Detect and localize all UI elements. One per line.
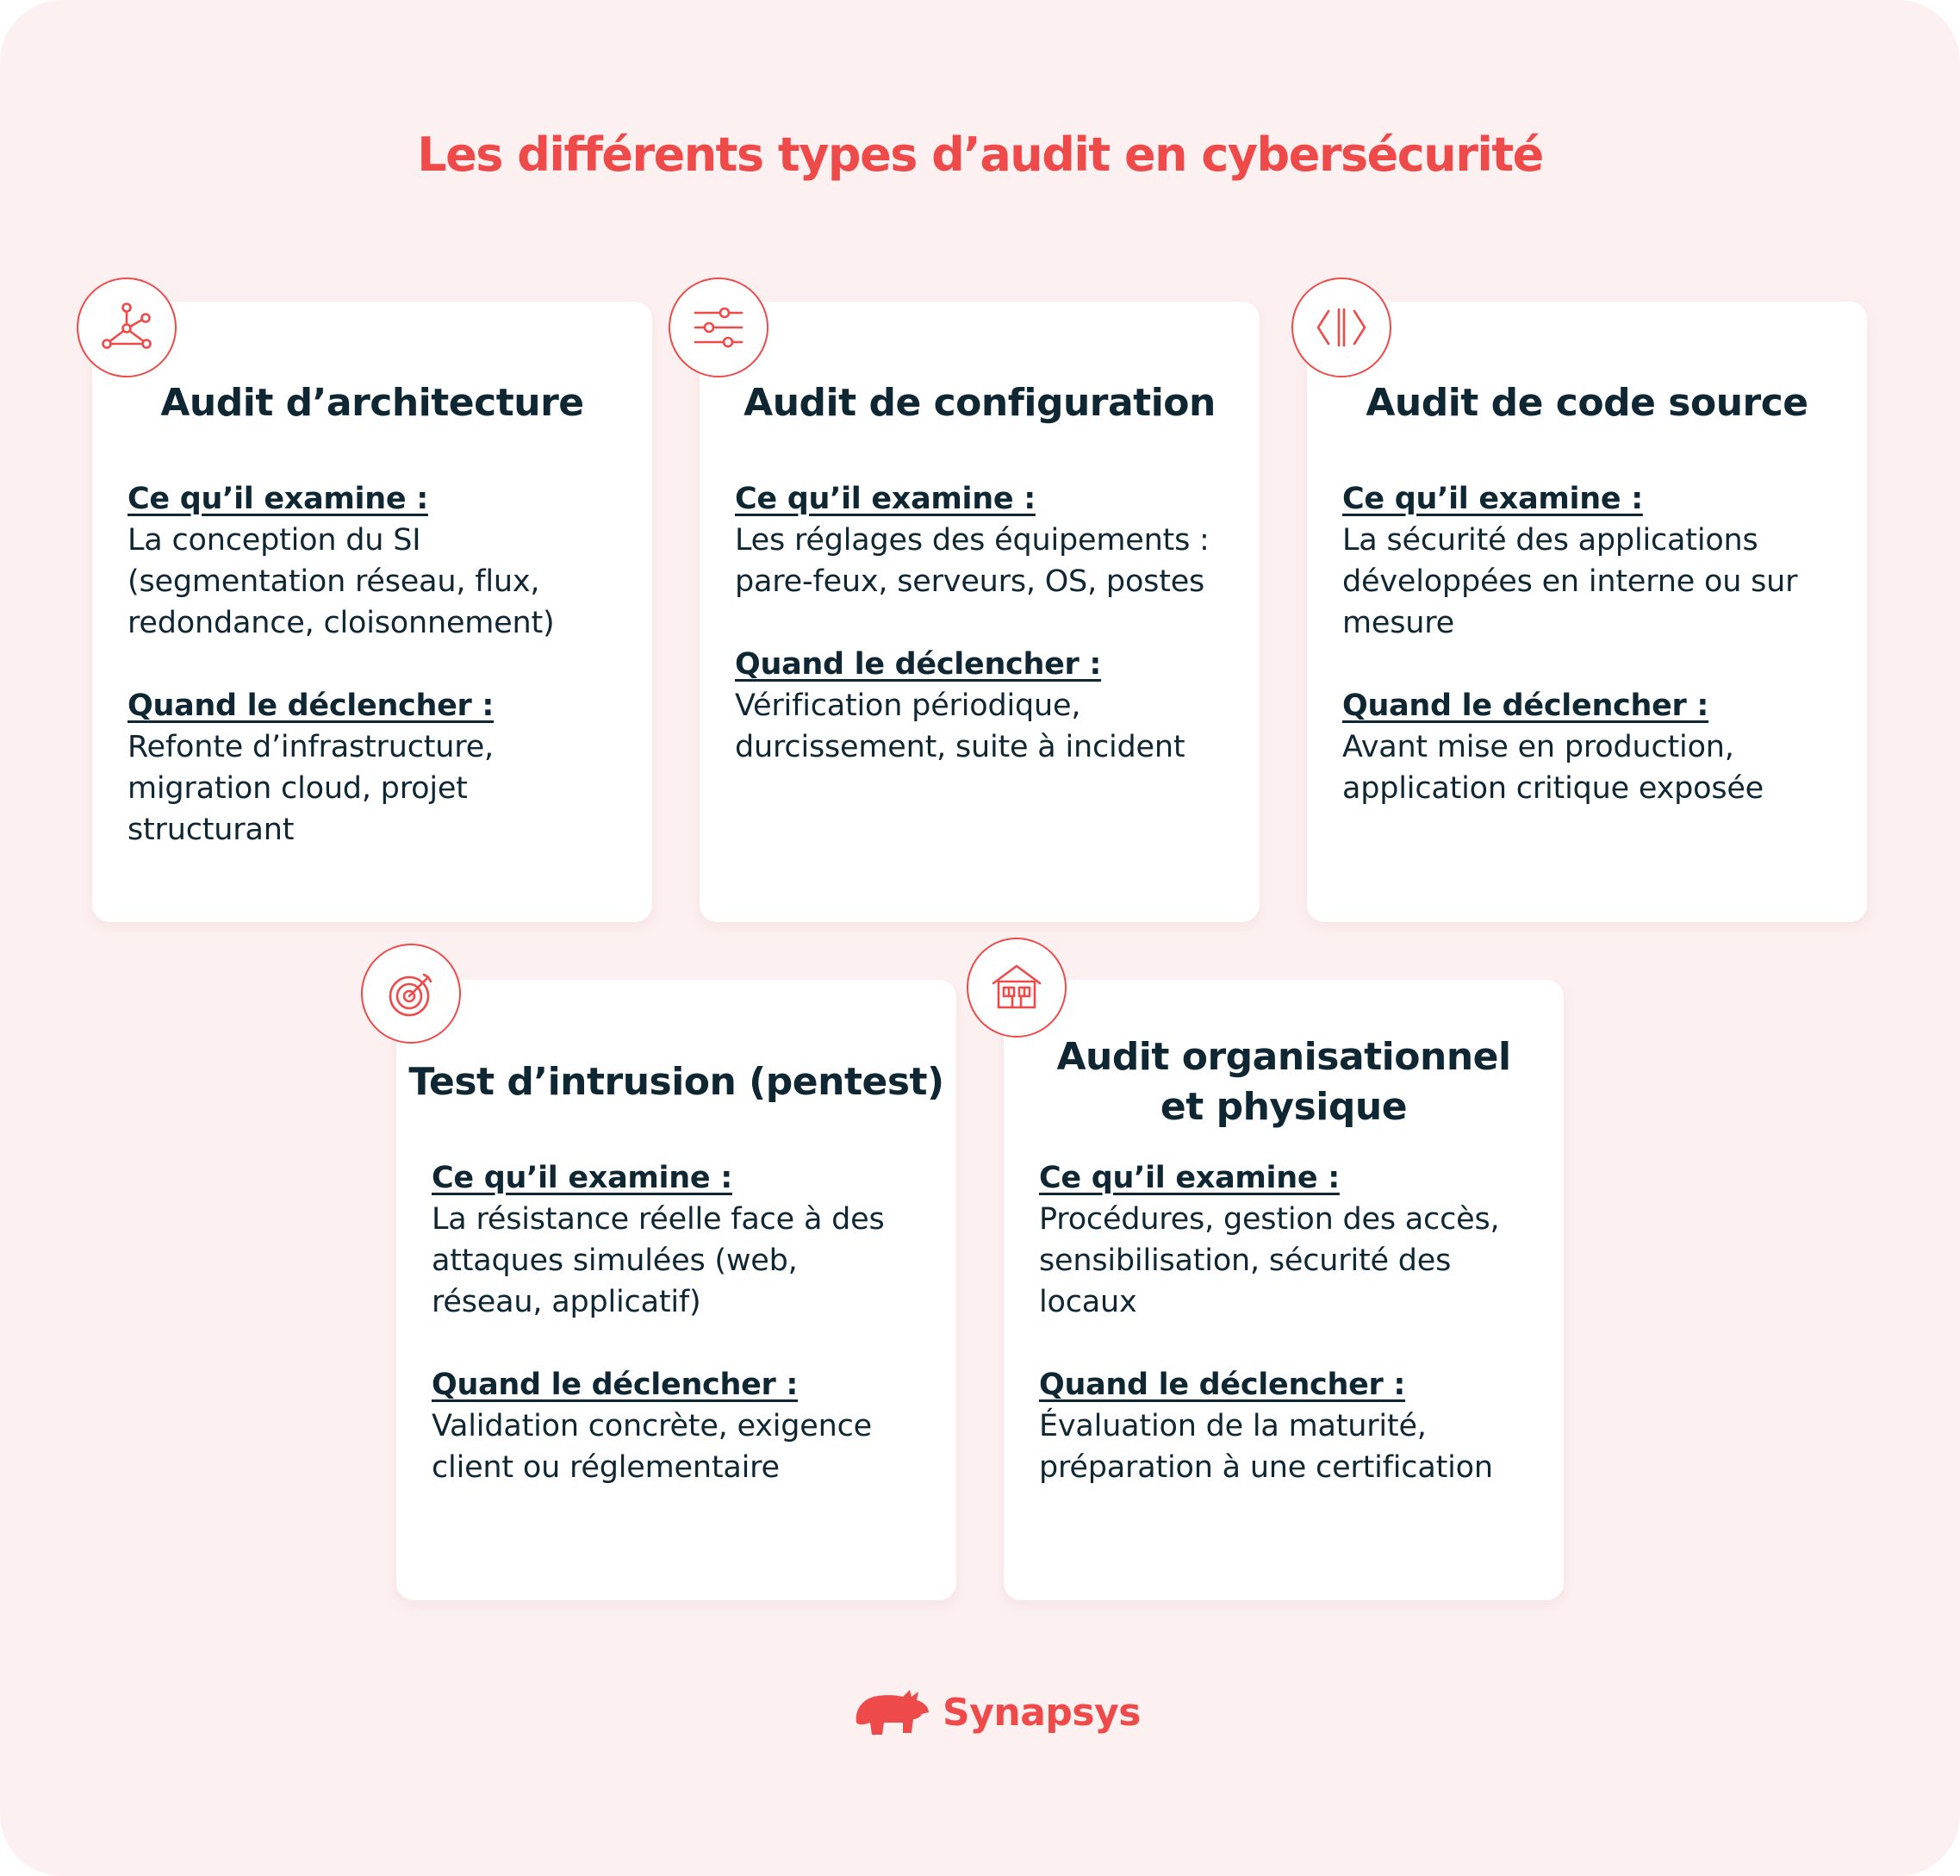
trigger-text: Validation concrète, exigence client ou réglementaire xyxy=(432,1409,872,1485)
network-icon xyxy=(96,297,157,358)
rhino-icon xyxy=(853,1685,930,1740)
trigger-label: Quand le déclencher : xyxy=(735,647,1102,682)
examine-label: Ce qu’il examine : xyxy=(735,482,1036,516)
trigger-label: Quand le déclencher : xyxy=(128,689,495,723)
icon-badge xyxy=(77,277,177,377)
icon-badge xyxy=(669,277,768,377)
trigger-text: Avant mise en production, application critique exposée xyxy=(1342,730,1764,806)
brand-name: Synapsys xyxy=(943,1690,1141,1735)
building-icon xyxy=(986,957,1047,1018)
icon-badge xyxy=(361,944,461,1044)
card-title: Audit de configuration xyxy=(744,381,1216,425)
card-body xyxy=(1039,1157,1547,1488)
card-body xyxy=(735,478,1243,768)
card-title: Audit de code source xyxy=(1366,381,1808,425)
examine-label: Ce qu’il examine : xyxy=(128,482,428,516)
card-title: Audit d’architecture xyxy=(160,381,584,425)
sliders-icon xyxy=(688,297,749,358)
target-icon xyxy=(381,963,441,1024)
examine-text: La conception du SI (segmentation réseau, flux, redondance, cloisonnement) xyxy=(128,523,555,640)
examine-label: Ce qu’il examine : xyxy=(1342,482,1643,516)
icon-badge xyxy=(1291,277,1391,377)
card-audit-organisationnel xyxy=(1004,980,1564,1600)
card-title: Audit organisationnel et physique xyxy=(1056,1035,1511,1129)
examine-text: Les réglages des équipements : pare-feux, serveurs, OS, postes xyxy=(735,523,1210,599)
brand-footer xyxy=(853,1685,1141,1740)
page-title: Les différents types d’audit en cybersécurité xyxy=(417,128,1543,182)
card-body xyxy=(432,1157,940,1488)
trigger-text: Vérification périodique, durcissement, suite à incident xyxy=(735,689,1185,764)
card-body xyxy=(1342,478,1851,809)
card-title: Test d’intrusion (pentest) xyxy=(408,1060,944,1104)
trigger-text: Évaluation de la maturité, préparation à une certification xyxy=(1039,1409,1493,1485)
card-audit-configuration xyxy=(700,302,1260,922)
examine-label: Ce qu’il examine : xyxy=(1039,1161,1340,1195)
examine-text: Procédures, gestion des accès, sensibilisation, sécurité des locaux xyxy=(1039,1202,1500,1319)
icon-badge xyxy=(967,938,1067,1038)
examine-label: Ce qu’il examine : xyxy=(432,1161,732,1195)
trigger-text: Refonte d’infrastructure, migration cloud, projet structurant xyxy=(128,730,494,847)
examine-text: La sécurité des applications développées en interne ou sur mesure xyxy=(1342,523,1798,640)
card-audit-architecture xyxy=(92,302,652,922)
code-icon xyxy=(1311,297,1372,358)
card-audit-code-source xyxy=(1307,302,1867,922)
card-test-intrusion xyxy=(396,980,956,1600)
examine-text: La résistance réelle face à des attaques simulées (web, réseau, applicatif) xyxy=(432,1202,885,1319)
card-body xyxy=(128,478,636,851)
trigger-label: Quand le déclencher : xyxy=(432,1368,799,1402)
trigger-label: Quand le déclencher : xyxy=(1039,1368,1406,1402)
trigger-label: Quand le déclencher : xyxy=(1342,689,1709,723)
